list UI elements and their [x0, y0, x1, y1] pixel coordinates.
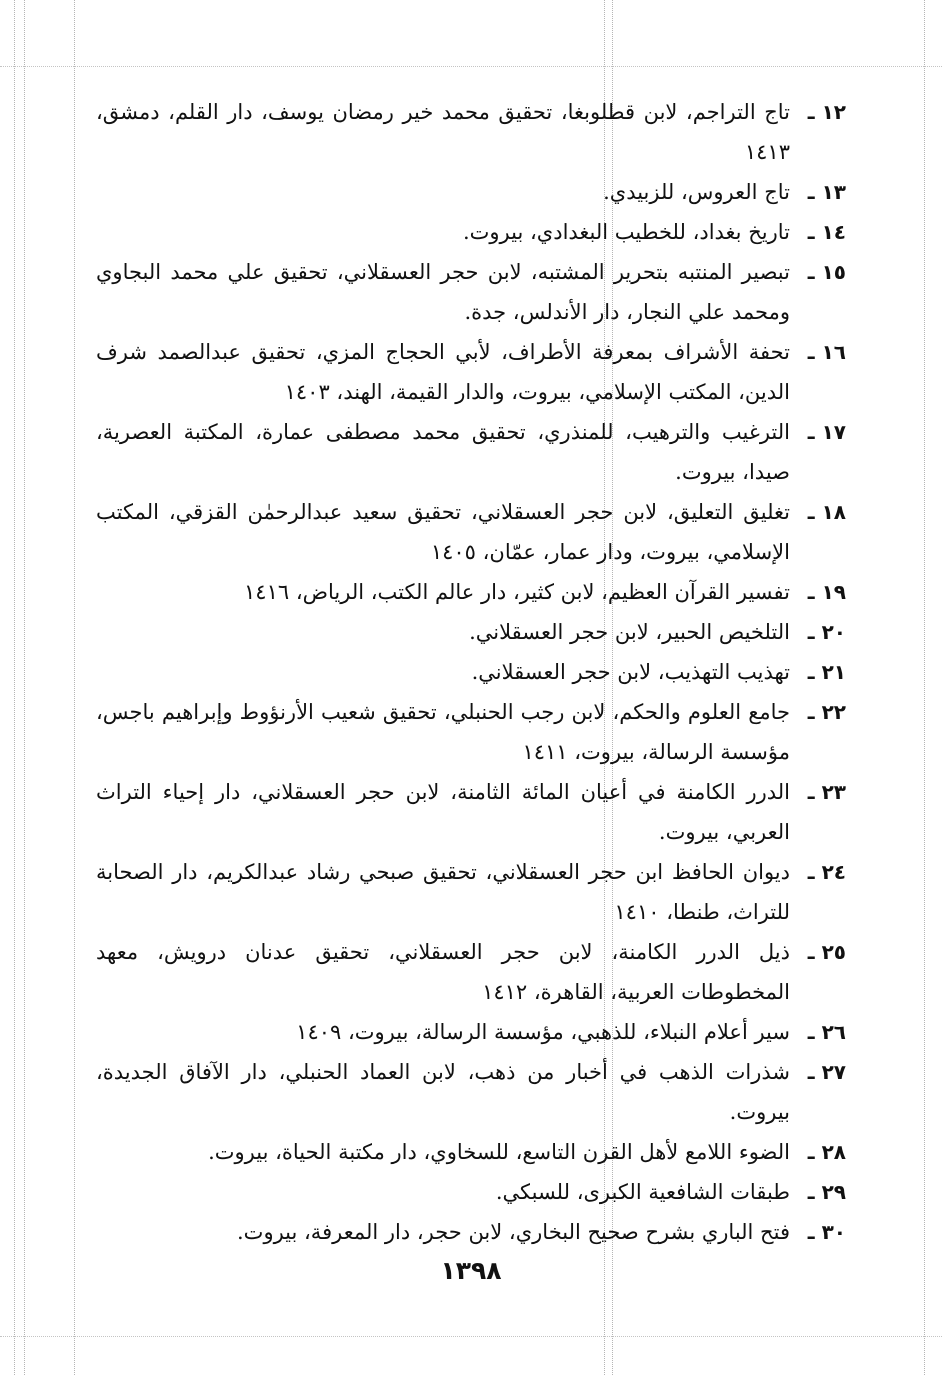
entry-number: ١٦ ـ [807, 340, 846, 364]
entry-number: ٢٥ ـ [807, 940, 846, 964]
entry-text: التلخيص الحبير، لابن حجر العسقلاني. [469, 620, 790, 644]
entry-text: الدرر الكامنة في أعيان المائة الثامنة، لابن حجر العسقلاني، دار إحياء التراث العربي، بيروت. [96, 780, 790, 844]
entry-number: ٣٠ ـ [807, 1220, 846, 1244]
entry-number: ١٥ ـ [807, 260, 846, 284]
entry-number: ٢٩ ـ [807, 1180, 846, 1204]
reference-entry [96, 212, 846, 252]
entry-number: ٢٣ ـ [807, 780, 846, 804]
entry-number: ١٩ ـ [807, 580, 846, 604]
scan-guide-line [14, 0, 15, 1375]
scan-guide-line [74, 0, 75, 1375]
reference-entry [96, 492, 846, 572]
scan-guide-line [0, 1336, 942, 1337]
entry-text: تبصير المنتبه بتحرير المشتبه، لابن حجر العسقلاني، تحقيق علي محمد البجاوي ومحمد علي النجار، دار الأندلس، جدة. [96, 260, 790, 324]
entry-number: ٢٦ ـ [807, 1020, 846, 1044]
entry-number: ١٣ ـ [807, 180, 846, 204]
reference-entry [96, 852, 846, 932]
entry-text: تهذيب التهذيب، لابن حجر العسقلاني. [471, 660, 790, 684]
entry-text: طبقات الشافعية الكبرى، للسبكي. [495, 1180, 790, 1204]
reference-entry [96, 572, 846, 612]
reference-entry [96, 612, 846, 652]
entry-text: فتح الباري بشرح صحيح البخاري، لابن حجر، دار المعرفة، بيروت. [237, 1220, 790, 1244]
entry-text: الترغيب والترهيب، للمنذري، تحقيق محمد مصطفى عمارة، المكتبة العصرية، صيدا، بيروت. [96, 420, 790, 484]
entry-number: ١٨ ـ [807, 500, 846, 524]
entry-number: ٢٧ ـ [807, 1060, 846, 1084]
entry-number: ٢٠ ـ [807, 620, 846, 644]
reference-entry [96, 772, 846, 852]
entry-text: الضوء اللامع لأهل القرن التاسع، للسخاوي، دار مكتبة الحياة، بيروت. [208, 1140, 790, 1164]
reference-entry [96, 332, 846, 412]
entry-text: تغليق التعليق، لابن حجر العسقلاني، تحقيق سعيد عبدالرحمٰن القزقي، المكتب الإسلامي، بيروت، ودار عمار، عمّان، ١٤٠٥ [96, 500, 790, 564]
reference-entry [96, 652, 846, 692]
reference-entry [96, 1172, 846, 1212]
entry-number: ١٢ ـ [807, 100, 846, 124]
entry-text: شذرات الذهب في أخبار من ذهب، لابن العماد الحنبلي، دار الآفاق الجديدة، بيروت. [96, 1060, 790, 1124]
reference-entry [96, 412, 846, 492]
reference-entry [96, 1052, 846, 1132]
entry-text: سير أعلام النبلاء، للذهبي، مؤسسة الرسالة، بيروت، ١٤٠٩ [296, 1020, 790, 1044]
entry-text: ديوان الحافظ ابن حجر العسقلاني، تحقيق صبحي رشاد عبدالكريم، دار الصحابة للتراث، طنطا، ١٤١٠ [96, 860, 790, 924]
reference-entry [96, 252, 846, 332]
entry-number: ٢١ ـ [807, 660, 846, 684]
reference-entry [96, 1012, 846, 1052]
reference-entry [96, 1212, 846, 1252]
entry-text: تاريخ بغداد، للخطيب البغدادي، بيروت. [462, 220, 790, 244]
entry-number: ٢٤ ـ [807, 860, 846, 884]
reference-entry [96, 92, 846, 172]
entry-text: تحفة الأشراف بمعرفة الأطراف، لأبي الحجاج المزي، تحقيق عبدالصمد شرف الدين، المكتب الإسلامي، بيروت، والدار القيمة، الهند، ١٤٠٣ [96, 340, 790, 404]
scan-guide-line [924, 0, 925, 1375]
scan-guide-line [24, 0, 25, 1375]
entry-text: ذيل الدرر الكامنة، لابن حجر العسقلاني، تحقيق عدنان درويش، معهد المخطوطات العربية، القاهرة، ١٤١٢ [96, 940, 790, 1004]
reference-list [96, 92, 846, 1252]
entry-text: تفسير القرآن العظيم، لابن كثير، دار عالم الكتب، الرياض، ١٤١٦ [244, 580, 790, 604]
entry-text: جامع العلوم والحكم، لابن رجب الحنبلي، تحقيق شعيب الأرنؤوط وإبراهيم باجس، مؤسسة الرسالة، بيروت، ١٤١١ [96, 700, 790, 764]
reference-entry [96, 172, 846, 212]
entry-number: ١٤ ـ [807, 220, 846, 244]
entry-number: ٢٢ ـ [807, 700, 846, 724]
entry-text: تاج العروس، للزبيدي. [603, 180, 790, 204]
entry-number: ٢٨ ـ [807, 1140, 846, 1164]
scan-guide-line [0, 66, 942, 67]
page-number: ١٣٩٨ [440, 1256, 502, 1285]
entry-text: تاج التراجم، لابن قطلوبغا، تحقيق محمد خير رمضان يوسف، دار القلم، دمشق، ١٤١٣ [96, 100, 790, 164]
reference-entry [96, 1132, 846, 1172]
entry-number: ١٧ ـ [807, 420, 846, 444]
reference-entry [96, 692, 846, 772]
reference-entry [96, 932, 846, 1012]
